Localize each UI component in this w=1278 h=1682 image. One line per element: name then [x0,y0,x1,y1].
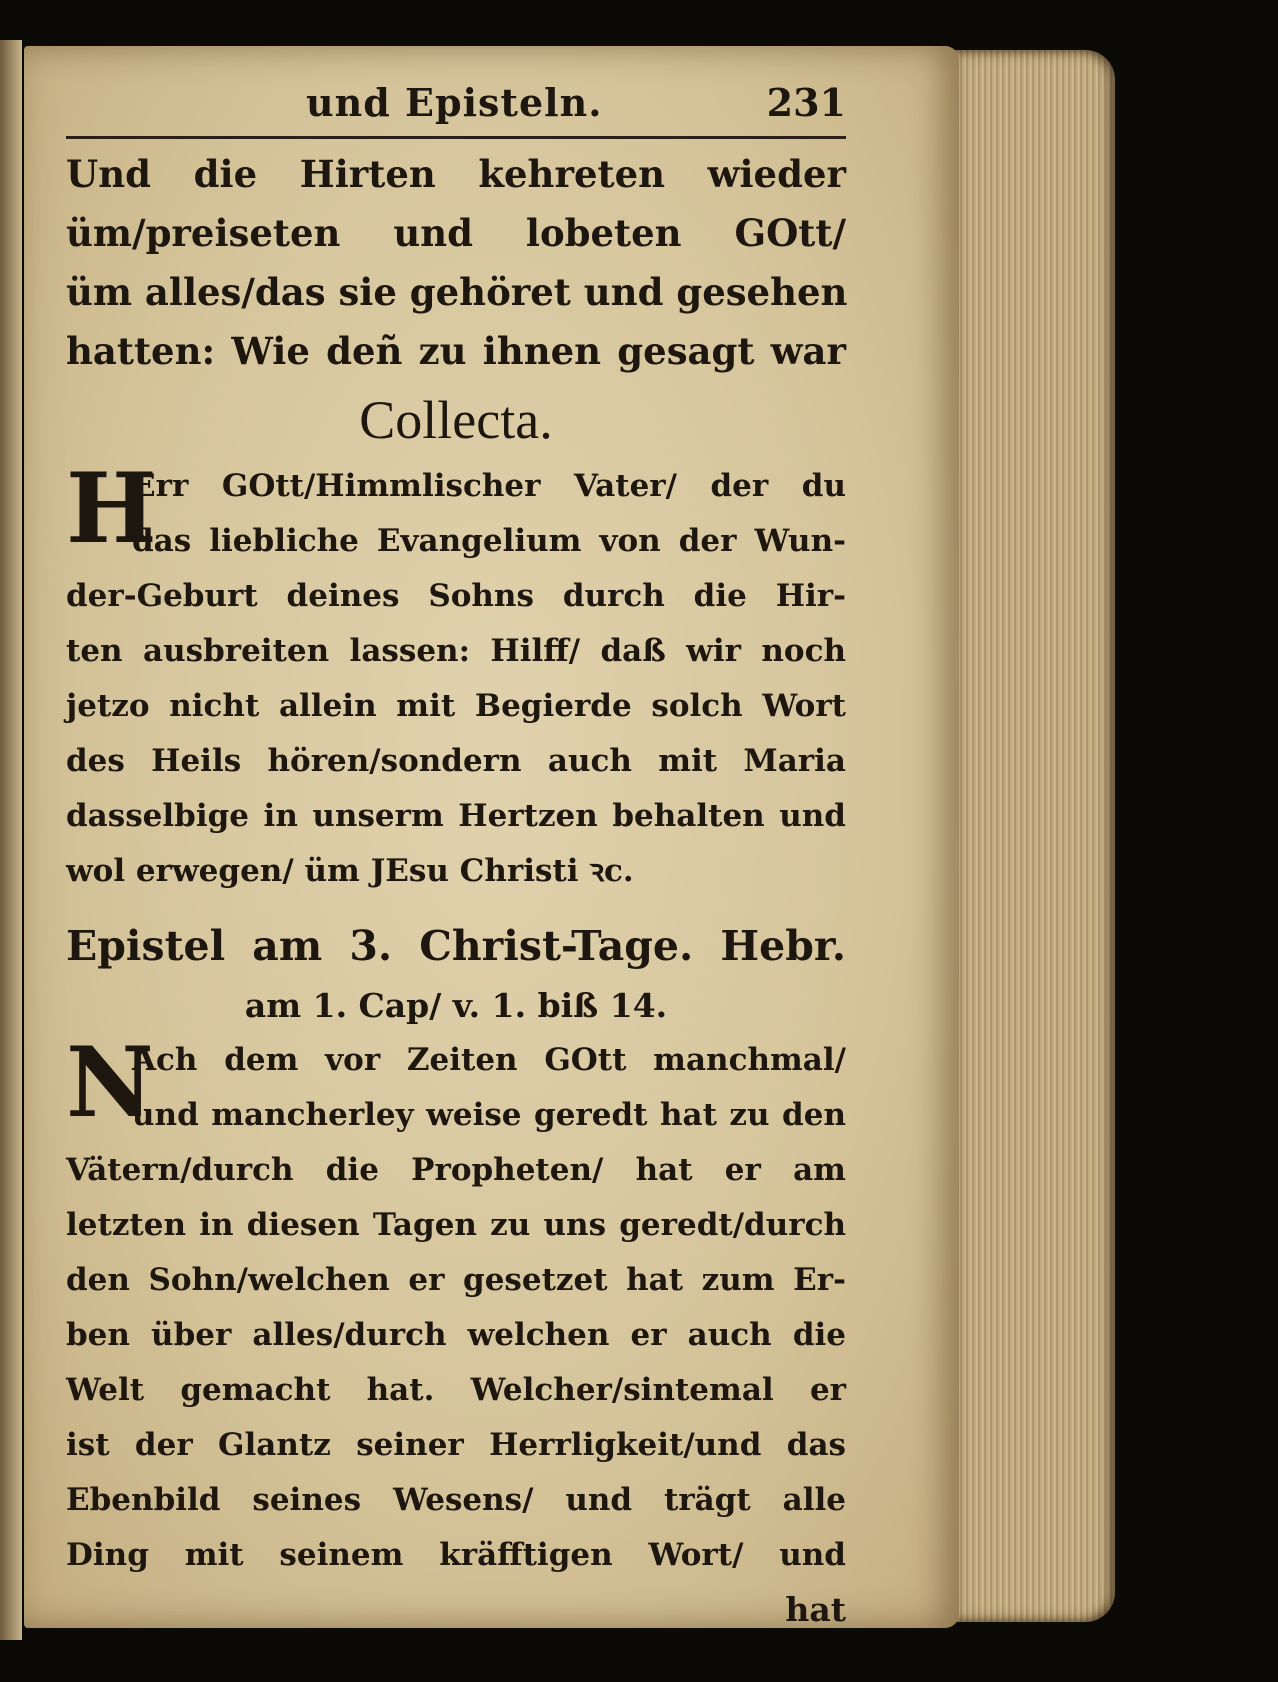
text-line: Err GOtt/Himmlischer Vater/ der du [132,468,846,504]
text-line: jetzo nicht allein mit Begierde solch Wort [66,688,846,724]
text-line: ist der Glantz seiner Herrligkeit/und das [66,1427,846,1463]
text-line: Vätern/durch die Propheten/ hat er am [66,1152,846,1188]
collecta-heading: Collecta. [359,390,553,450]
page-header [66,70,846,139]
text-line: dasselbige in unserm Hertzen behalten und [66,798,846,834]
text-line: üm/preiseten und lobeten GOtt/ [66,211,846,255]
epistel-heading: Epistel am 3. Christ-Tage. Hebr. [66,922,846,970]
text-line: Ding mit seinem kräfftigen Wort/ und [66,1537,846,1573]
text-line: Und die Hirten kehreten wieder [66,152,846,196]
page-text [66,70,846,1637]
text-line: Welt gemacht hat. Welcher/sintemal er [66,1372,846,1408]
epistel-paragraph [66,1026,846,1583]
running-title: und Episteln. [306,80,603,125]
text-line: letzten in diesen Tagen zu uns geredt/durch [66,1207,846,1243]
page-number: 231 [766,80,846,125]
text-line: hatten: Wie deñ zu ihnen gesagt war [66,329,846,373]
catchword: hat [785,1590,846,1629]
text-line: Ebenbild seines Wesens/ und trägt alle [66,1482,846,1518]
text-line: das liebliche Evangelium von der Wun- [132,523,846,559]
collecta-dropcap: H [66,452,157,565]
text-line: und mancherley weise geredt hat zu den [132,1097,846,1133]
collecta-paragraph [66,452,846,899]
text-line: Ach dem vor Zeiten GOtt manchmal/ [132,1042,846,1078]
text-line: üm alles/das sie gehöret und gesehen [66,270,848,314]
text-line: des Heils hören/sondern auch mit Maria [66,743,846,779]
previous-page-edge [0,40,22,1640]
text-line: den Sohn/welchen er gesetzet hat zum Er- [66,1262,846,1298]
text-line: der-Geburt deines Sohns durch die Hir- [66,578,846,614]
epistel-subheading: am 1. Cap/ v. 1. biß 14. [244,986,668,1025]
epistel-dropcap: N [66,1026,154,1139]
text-line: ben über alles/durch welchen er auch die [66,1317,846,1353]
text-line: wol erwegen/ üm JEsu Christi ꝛc. [66,853,634,889]
gospel-end [66,145,846,381]
text-line: ten ausbreiten lassen: Hilff/ daß wir noch [66,633,846,669]
page-block-edges [945,50,1115,1622]
